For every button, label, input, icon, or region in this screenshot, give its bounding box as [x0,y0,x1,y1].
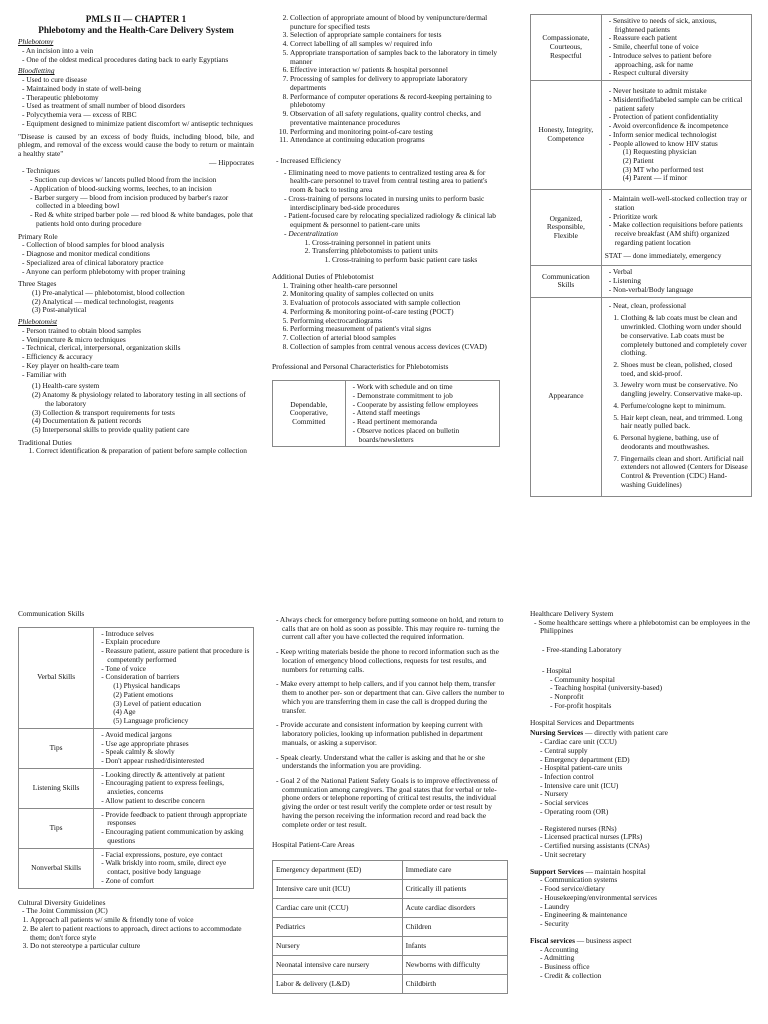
table-row: Organized, Responsible, Flexible - Maintain well-well-stocked collection tray or station - Prioritize work - Make collection requisitions before patients receive breakfast (AM shift) organized regarding patient location STAT — done immediately, emergency [531,190,752,266]
table-row [273,381,500,447]
cultural-diversity-heading: Cultural Diversity Guidelines [18,897,106,907]
support-services-heading: Support Services — maintain hospital [530,866,646,876]
hiv-list: (1) Requesting physician (2) Patient (3) MT who performed test (4) Parent — if minor [622,147,704,183]
phone-guidelines-list: - Always check for emergency before putting someone on hold, and return to calls that are on hold as soon as possible. This may require re- turning the current call after you have collected the required information. - Keep writing materials beside the phone to record information such as the location of emergency blood collections, requests for test results, and numbers for returning calls. - Make every attempt to help callers, and if you cannot help them, transfer them to another per- son or department that can. Give callers the number to which you are transferring them in case the call is dropped during the transfer. - Provide accurate and consistent information by keeping current with laboratory policies, looking up information published in department manuals, or asking a supervisor. - Speak clearly. Understand what the caller is asking and that he or she understands the information you are providing. - Goal 2 of the National Patient Safety Goals is to improve effectiveness of communication among caregivers. The goal states that for verbal or tele- phone orders or telephone reporting of critical test results, the individual giving the order or test result verify the complete order or test result by having the person receiving the information record and read back the complete order or test result. [272,616,508,829]
table-row: Compassionate, Courteous, Respectful - Sensitive to needs of sick, anxious, frightened patients - Reassure each patient - Smile, cheerful tone of voice - Introduce selves to patient before approaching, ask for name - Respect cultural diversity [531,15,752,81]
hospital-services-heading: Hospital Services and Departments [530,717,635,727]
table-row: Pediatrics Children [273,918,508,937]
honesty-label: Honesty, Integrity, Competence [531,81,602,190]
appearance-label: Appearance [531,297,602,496]
traditional-duties-heading: Traditional Duties [18,437,72,447]
primary-role-list: - Collection of blood samples for blood analysis - Diagnose and monitor medical conditions - Specialized area of clinical laboratory practice - Anyone can perform phlebotomy with proper training [18,241,254,276]
organized-label: Organized, Responsible, Flexible [531,190,602,266]
traditional-duties-list-part1: 1. Correct identification & preparation of patient before sample collection [18,447,254,456]
three-stages-list: (1) Pre-analytical — phlebotomist, blood collection (2) Analytical — medical technologist, reagents (3) Post-analytical [32,287,185,315]
column-bottom-left: Communication Skills Verbal Skills - Introduce selves - Explain procedure - Reassure patient, assure patient that procedure is competently performed - Tone of voice - Consideration of barriers (1) Physical handicaps (2) Patient emotions (3) Level of patient education (4) Age (5) Language proficiency Tips - Avoid medical jargons - Use age appropriate phrases - Speak calmly & slowly - Don't appear rushed/disinterested Listening Skills - Looking directly & attentively at patient - Encouraging patient to express feelings, anxieties, concerns - Allow patient to describe concern Tips - Provide feedback to patient through appropriate responses - Encouraging patient communication by asking questions Nonverbal Skills - Facial expressions, posture, eye contact - Walk briskly into room, smile, direct eye contact, positive body language - Zone of comfort Cultural Diversity Guidelines - The Joint Commission (JC) 1. Approach all patients w/ smile & friendly tone of voice 2. Be alert to patient reactions to approach, direct actions to accommodate them; don't force style 3. Do not stereotype a particular culture [18,610,254,1022]
phlebotomist-heading: Phlebotomist [18,317,58,327]
fiscal-services-heading: Fiscal services — business aspect [530,935,632,945]
traditional-duties-list-part2: 2. Collection of appropriate amount of blood by venipuncture/dermal puncture for specified tests 3. Selection of appropriate sample containers for tests 4. Correct labelling of all samples w/ required info 5. Appropriate transportation of samples back to the laboratory in timely manner 6. Effective interaction w/ patients & hospital personnel 7. Processing of samples for delivery to appropriate laboratory departments 8. Performance of computer operations & record-keeping pertaining to phlebotomy 9. Observation of all safety regulations, quality control checks, and preventative maintenance procedures 10. Performing and monitoring point-of-care testing 11. Attendance at continuing education programs [272,14,500,145]
phlebotomist-list: - Person trained to obtain blood samples - Venipuncture & micro techniques - Technical, clerical, interpersonal, organization skills - Efficiency & accuracy - Key player on health-care team - Familiar with [18,327,254,379]
doc-title: PMLS II — CHAPTER 1 Phlebotomy and the Health-Care Delivery System [38,14,234,35]
techniques-block: - Techniques [18,167,254,176]
support-services-list: - Communication systems - Food service/dietary - Housekeeping/environmental services - Laundry - Engineering & maintenance - Security [530,876,752,928]
hippocrates-quote: "Disease is caused by an excess of body fluids, including blood, bile, and phlegm, and removal of the excess would cause the body to return or maintain a healthy state" [18,131,254,158]
increased-efficiency-list: - Eliminating need to move patients to centralized testing area & for health-care personnel to travel from central testing area to patient's room & back to testing area - Cross-training of persons located in nursing units to perform basic interdisciplinary bed-side procedures - Patient-focused care by relocating specialized radiology & clinical lab equipment & personnel to patient-care units - Decentralization [272,169,500,239]
phlebotomy-list: - An incision into a vein - One of the oldest medical procedures dating back to early Egyptians [18,47,254,64]
quote-author: — Hippocrates [209,157,254,167]
table-row: Appearance - Neat, clean, professional 1. Clothing & lab coats must be clean and unwrinkled. Clothing worn under should be conservative. Lab coats must be completely buttoned and completely cover clothing. 2. Shoes must be clean, polished, closed toed, and skid-proof. 3. Jewelry worn must be conservative. No dangling jewelry. Conservative make-up. 4. Perfume/cologne kept to minimum. 5. Hair kept clean, neat, and trimmed. Long hair neatly pulled back. 6. Personal hygiene, bathing, use of deodorants and mouthwashes. 7. Fingernails clean and short. Artificial nail extenders not allowed (Centers for Disease Control & Prevention (CDC) Hand-washing Guidelines) [531,297,752,496]
table-row: Communication Skills - Verbal - Listening - Non-verbal/Body language [531,266,752,297]
table-row: Tips - Avoid medical jargons - Use age appropriate phrases - Speak calmly & slowly - Don't appear rushed/disinterested [19,728,254,768]
additional-duties-heading: Additional Duties of Phlebotomist [272,271,374,281]
fiscal-services-list: - Accounting - Admitting - Business office - Credit & collection [530,946,752,981]
communication-label: Communication Skills [531,266,602,297]
column-bottom-middle [272,616,508,1022]
listening-skills-label: Listening Skills [19,768,94,808]
hospital-areas-heading: Hospital Patient-Care Areas [272,840,355,850]
communication-skills-table [18,627,254,889]
phlebotomy-heading: Phlebotomy [18,37,54,47]
verbal-skills-label: Verbal Skills [19,627,94,728]
nursing-services-list: - Cardiac care unit (CCU) - Central supply - Emergency department (ED) - Hospital patient-care units - Infection control - Intensive care unit (ICU) - Nursery - Social services - Operating room (OR) [530,738,752,817]
prof-char-heading: Professional and Personal Characteristics for Phlebotomists [272,362,449,372]
tips-label: Tips [19,728,94,768]
compassionate-label: Compassionate, Courteous, Respectful [531,15,602,81]
table-row: Listening Skills - Looking directly & attentively at patient - Encouraging patient to express feelings, anxieties, concerns - Allow patient to describe concern [19,768,254,808]
nonverbal-skills-label: Nonverbal Skills [19,848,94,888]
dependable-list: - Work with schedule and on time - Demonstrate commitment to job - Cooperate by assisting fellow employees - Attend staff meetings - Read pertinent memoranda - Observe notices placed on bulletin boards/newsletters [349,383,496,444]
decentralization-list: 1. Cross-training personnel in patient units 2. Transferring phlebotomists to patient units [272,239,500,256]
column-top-right [530,14,752,566]
appearance-list: 1. Clothing & lab coats must be clean and unwrinkled. Clothing worn under should be conservative. Lab coats must be completely buttoned and completely cover clothing. 2. Shoes must be clean, polished, closed toed, and skid-proof. 3. Jewelry worn must be conservative. No dangling jewelry. Conservative make-up. 4. Perfume/cologne kept to minimum. 5. Hair kept clean, neat, and trimmed. Long hair neatly pulled back. 6. Personal hygiene, bathing, use of deodorants and mouthwashes. 7. Fingernails clean and short. Artificial nail extenders not allowed (Centers for Disease Control & Prevention (CDC) Hand-washing Guidelines) [605,314,748,489]
table-row: Neonatal intensive care nursery Newborns with difficulty [273,956,508,975]
communication-skills-heading: Communication Skills [18,610,85,618]
bloodletting-list: - Used to cure disease - Maintained body in state of well-being - Therapeutic phlebotomy - Used as treatment of small number of blood disorders - Polycythemia vera — excess of RBC - Equipment designed to minimize patient discomfort w/ antiseptic techniques [18,76,254,128]
table-row: Tips - Provide feedback to patient through appropriate responses - Encouraging patient communication by asking questions [19,808,254,848]
hospital-types-list: - Community hospital - Teaching hospital (university-based) - Nonprofit - For-profit hospitals [530,676,752,711]
additional-duties-list: 1. Training other health-care personnel 2. Monitoring quality of samples collected on units 3. Evaluation of protocols associated with sample collection 4. Performing & monitoring point-of-care testing (POCT) 5. Performing electrocardiograms 6. Performing measurement of patient's vital signs 7. Collection of arterial blood samples 8. Collection of samples from central venous access devices (CVAD) [272,282,500,352]
dependable-table [272,380,500,447]
stat-note: STAT — done immediately, emergency [604,250,722,260]
table-row: Emergency department (ED) Immediate care [273,861,508,880]
dependable-label: Dependable, Cooperative, Committed [273,381,346,447]
table-row: Verbal Skills - Introduce selves - Explain procedure - Reassure patient, assure patient that procedure is competently performed - Tone of voice - Consideration of barriers (1) Physical handicaps (2) Patient emotions (3) Level of patient education (4) Age (5) Language proficiency [19,627,254,728]
table-row: Cardiac care unit (CCU) Acute cardiac disorders [273,899,508,918]
three-stages-heading: Three Stages [18,279,57,289]
hospital-areas-table [272,860,508,994]
table-row: Labor & delivery (L&D) Childbirth [273,975,508,994]
table-row: Honesty, Integrity, Competence - Never hesitate to admit mistake - Misidentified/labeled sample can be critical patient safety - Protection of patient confidentiality - Avoid overconfidence & incompetence - Inform senior medical technologist - People allowed to know HIV status (1) Requesting physician (2) Patient (3) MT who performed test (4) Parent — if minor [531,81,752,190]
table-row: Intensive care unit (ICU) Critically ill patients [273,880,508,899]
nursing-services-heading: Nursing Services — directly with patient care [530,728,668,738]
healthcare-delivery-heading: Healthcare Delivery System [530,610,614,618]
techniques-list: - Suction cup devices w/ lancets pulled blood from the incision - Application of blood-sucking worms, leeches, to an incision - Barber surgery — blood from incision produced by barber's razor collected in a bleeding bowl - Red & white striped barber pole — red blood & white bandages, pole that patients hold onto during procedure [18,176,254,228]
primary-role-heading: Primary Role [18,231,58,241]
increased-efficiency-block: - Increased Efficiency [272,157,500,166]
table-row: Nonverbal Skills - Facial expressions, posture, eye contact - Walk briskly into room, smile, direct eye contact, positive body language - Zone of comfort [19,848,254,888]
nursing-staff-list: - Registered nurses (RNs) - Licensed practical nurses (LPRs) - Certified nursing assistants (CNAs) - Unit secretary [530,825,752,860]
bloodletting-heading: Bloodletting [18,66,55,76]
characteristics-table [530,14,752,497]
column-top-left [18,14,254,574]
table-row: Nursery Infants [273,937,508,956]
column-bottom-right: Healthcare Delivery System - Some healthcare settings where a phlebotomist can be employees in the Philippines - Free-standing Laboratory - Hospital - Community hospital - Teaching hospital (university-based) - Nonprofit - For-profit hospitals Hospital Services and Departments Nursing Services — directly with patient care - Cardiac care unit (CCU) - Central supply - Emergency department (ED) - Hospital patient-care units - Infection control - Intensive care unit (ICU) - Nursery - Social services - Operating room (OR) - Registered nurses (RNs) - Licensed practical nurses (LPRs) - Certified nursing assistants (CNAs) - Unit secretary Support Services — maintain hospital - Communication systems - Food service/dietary - Housekeeping/environmental services - Laundry - Engineering & maintenance - Security Fiscal services — business aspect - Accounting - Admitting - Business office - Credit & collection [530,610,752,1022]
tips-label: Tips [19,808,94,848]
decentralization-sublist: 1. Cross-training to perform basic patient care tasks [272,256,500,265]
column-top-middle [272,14,500,574]
cultural-list: 1. Approach all patients w/ smile & friendly tone of voice 2. Be alert to patient reactions to approach, direct actions to accommodate them; don't force style 3. Do not stereotype a particular culture [18,916,254,951]
familiar-with-list: (1) Health-care system (2) Anatomy & physiology related to laboratory testing in all sections of the laboratory (3) Collection & transport requirements for tests (4) Documentation & patient records (5) Interpersonal skills to provide quality patient care [32,381,246,434]
